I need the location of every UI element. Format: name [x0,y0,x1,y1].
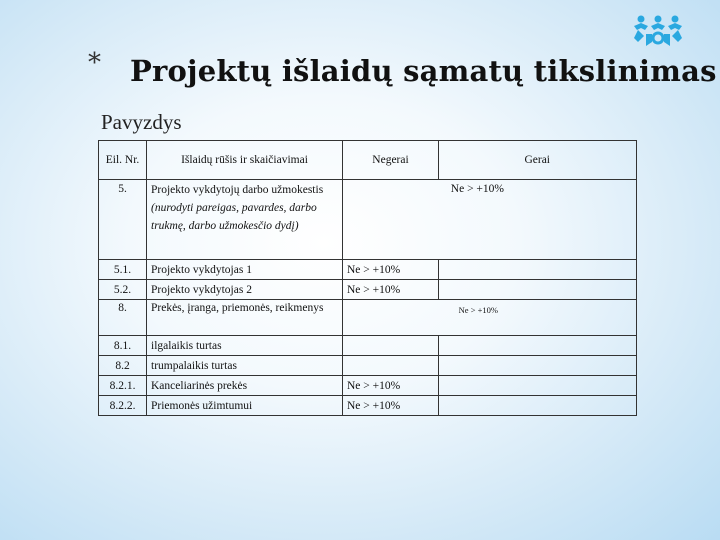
table-row [99,356,637,376]
table-row [99,376,637,396]
table-row [99,260,637,280]
row-nr: 8.2 [99,356,147,376]
row-negerai: Ne > +10% [343,280,439,300]
row-gerai: Ne > +10% [343,180,637,260]
row-desc: Kanceliarinės prekės [147,376,343,396]
row-nr: 5.2. [99,280,147,300]
table-row [99,336,637,356]
row-gerai [439,260,637,280]
row-nr: 8.1. [99,336,147,356]
row-gerai [439,280,637,300]
row-negerai [343,336,439,356]
table-row [99,280,637,300]
header-negerai: Negerai [343,141,439,180]
header-expense-type: Išlaidų rūšis ir skaičiavimai [147,141,343,180]
header-nr: Eil. Nr. [99,141,147,180]
subtitle: Pavyzdys [101,110,182,134]
budget-table [98,140,637,416]
row-title: Projekto vykdytojų darbo užmokestis [151,184,324,196]
row-desc: ilgalaikis turtas [147,336,343,356]
row-desc: Projekto vykdytojas 2 [147,280,343,300]
row-nr: 8.2.1. [99,376,147,396]
table-row [99,300,637,336]
row-desc: trumpalaikis turtas [147,356,343,376]
row-gerai [439,336,637,356]
table-row [99,396,637,416]
people-group-logo-icon [632,14,684,48]
row-note: (nurodyti pareigas, pavardes, darbo trukmę, darbo užmokesčio dydį) [151,202,317,232]
row-gerai [439,396,637,416]
row-nr: 8.2.2. [99,396,147,416]
header-gerai: Gerai [439,141,637,180]
title-bullet: * [88,48,101,78]
row-desc: Projekto vykdytojas 1 [147,260,343,280]
row-negerai: Ne > +10% [343,260,439,280]
row-desc: Priemonės užimtumui [147,396,343,416]
row-negerai: Ne > +10% [343,396,439,416]
row-negerai [343,356,439,376]
page-title: Projektų išlaidų sąmatų tikslinimas [130,54,717,88]
row-gerai [439,356,637,376]
row-nr: 5.1. [99,260,147,280]
table-row [99,180,637,260]
row-gerai [439,376,637,396]
row-gerai: Ne > +10% [343,300,637,336]
row-desc: Prekės, įranga, priemonės, reikmenys [147,300,343,336]
row-nr: 5. [99,180,147,260]
row-nr: 8. [99,300,147,336]
table-header-row [99,141,637,180]
row-desc [147,180,343,260]
row-negerai: Ne > +10% [343,376,439,396]
